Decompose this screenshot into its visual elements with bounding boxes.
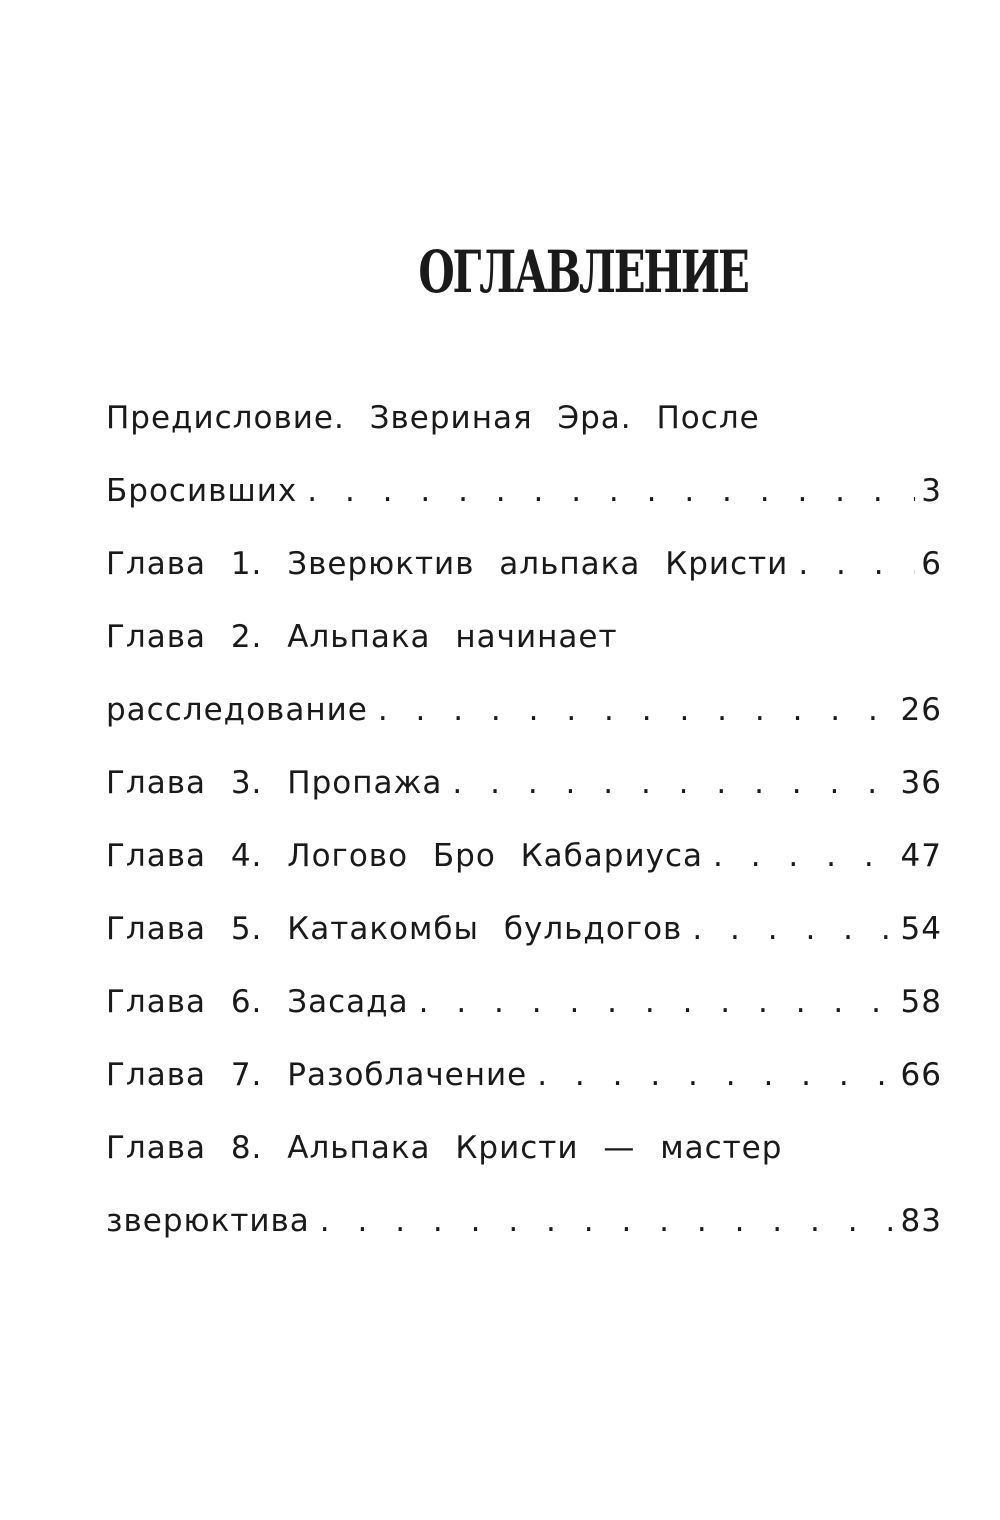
toc-entry (106, 1039, 942, 1112)
dot-leader (537, 1039, 894, 1112)
toc-entry (106, 528, 942, 601)
dot-leader (307, 455, 915, 528)
dot-leader (692, 893, 894, 966)
page-number: 26 (900, 692, 942, 728)
toc-entry-title: Глава 7. Разоблачение (106, 1057, 528, 1093)
toc-entry-leader-line (106, 893, 942, 966)
toc-entry-title-line: Глава 2. Альпака начинает (106, 619, 618, 655)
toc-entry-leader-line (106, 528, 942, 601)
toc-entry (106, 893, 942, 966)
page-number: 54 (900, 911, 942, 947)
toc-entry-leader-line (106, 1185, 942, 1258)
toc-entry-leader-line (106, 455, 942, 528)
toc-entry (106, 1112, 942, 1258)
toc-entry-title-line: Предисловие. Звериная Эра. После (106, 400, 760, 436)
dot-leader (378, 674, 895, 747)
toc-entry-title: Бросивших (106, 473, 298, 509)
table-of-contents (106, 382, 942, 1258)
toc-entry-title: Глава 4. Логово Бро Кабариуса (106, 838, 703, 874)
toc-entry (106, 747, 942, 820)
dot-leader (452, 747, 894, 820)
dot-leader (419, 966, 895, 1039)
toc-entry-title: Глава 6. Засада (106, 984, 409, 1020)
page-title: ОГЛАВЛЕНИЕ (418, 238, 748, 306)
dot-leader (798, 528, 915, 601)
toc-entry-title: Глава 5. Катакомбы бульдогов (106, 911, 683, 947)
toc-entry (106, 382, 942, 528)
page-number: 6 (921, 546, 942, 582)
page-number: 36 (900, 765, 942, 801)
dot-leader (320, 1185, 895, 1258)
page-number: 66 (900, 1057, 942, 1093)
page-number: 47 (900, 838, 942, 874)
toc-entry-leader-line (106, 966, 942, 1039)
toc-entry-title-line: Глава 8. Альпака Кристи — мастер (106, 1130, 783, 1166)
toc-entry-leader-line (106, 1039, 942, 1112)
toc-entry-title: Глава 1. Зверюктив альпака Кристи (106, 546, 789, 582)
page-number: 83 (900, 1203, 942, 1239)
toc-entry (106, 820, 942, 893)
toc-entry-leader-line (106, 820, 942, 893)
dot-leader (713, 820, 895, 893)
toc-entry-title: зверюктива (106, 1203, 310, 1239)
toc-entry-leader-line (106, 747, 942, 820)
toc-entry-leader-line (106, 674, 942, 747)
toc-entry (106, 966, 942, 1039)
toc-entry-title: Глава 3. Пропажа (106, 765, 443, 801)
page-number: 58 (900, 984, 942, 1020)
toc-entry (106, 601, 942, 747)
page-number: 3 (921, 473, 942, 509)
toc-entry-title: расследование (106, 692, 368, 728)
